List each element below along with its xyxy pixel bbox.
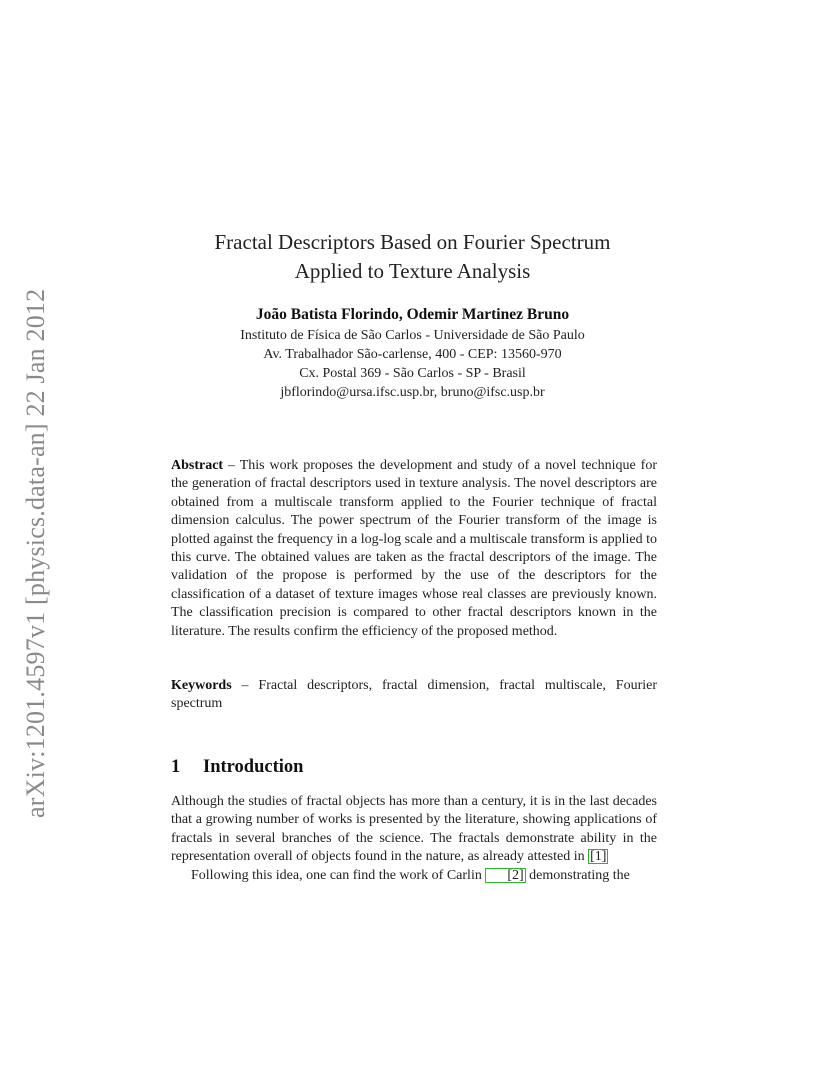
citation-link-1[interactable]: [1] bbox=[590, 849, 607, 865]
abstract-text: – This work proposes the development and study of a novel technique for the generation of fractal descriptors used in texture analysis. The novel descriptors are obtained from a multiscale transform applied to the Fourier technique of fractal dimension calculus. The power spectrum of the Fourier transform of the image is plotted against the frequency in a log-log scale and a multiscale transform is applied to this curve. The obtained values are taken as the fractal descriptors of the image. The validation of the propose is performed by the use of the descriptors for the classification of a dataset of texture images whose real classes are previously known. The classification precision is compared to other fractal descriptors known in the literature. The results confirm the efficiency of the proposed method. bbox=[171, 458, 657, 639]
affiliation-postal: Cx. Postal 369 - São Carlos - SP - Brasil bbox=[299, 366, 526, 381]
abstract-label: Abstract bbox=[171, 458, 224, 473]
introduction-body bbox=[171, 793, 657, 885]
intro-p2-text: Following this idea, one can find the work of Carlin bbox=[191, 867, 486, 883]
arxiv-identifier-stamp: arXiv:1201.4597v1 [physics.data-an] 22 Jan 2012 bbox=[21, 288, 50, 818]
affiliation-address: Av. Trabalhador São-carlense, 400 - CEP: 13560-970 bbox=[263, 347, 562, 362]
keywords-text: – Fractal descriptors, fractal dimension, fractal multiscale, Fourier spectrum bbox=[171, 678, 657, 712]
intro-p1-text: Although the studies of fractal objects has more than a century, it is in the last decades that a growing number of works is presented by the literature, showing applications of fractals in several branches of the science. The fractals demonstrate ability in the representation overall of objects found in the nature, as already attested in bbox=[171, 794, 657, 865]
citation-link-2[interactable]: [2] bbox=[485, 868, 525, 883]
affiliation-emails: jbflorindo@ursa.ifsc.usp.br, bruno@ifsc.usp.br bbox=[280, 385, 545, 400]
paper-title bbox=[140, 228, 685, 286]
title-line-2: Applied to Texture Analysis bbox=[294, 259, 531, 283]
title-line-1: Fractal Descriptors Based on Fourier Spectrum bbox=[214, 230, 611, 254]
affiliation-institute: Instituto de Física de São Carlos - Universidade de São Paulo bbox=[240, 328, 585, 343]
intro-paragraph-1 bbox=[171, 793, 657, 867]
keywords-paragraph bbox=[171, 677, 657, 714]
intro-paragraph-2 bbox=[171, 867, 657, 885]
section-title: Introduction bbox=[203, 757, 304, 777]
section-number: 1 bbox=[171, 757, 181, 777]
author-list: João Batista Florindo, Odemir Martinez Bruno bbox=[255, 306, 570, 323]
intro-p2-tail: demonstrating the bbox=[525, 867, 630, 883]
keywords-label: Keywords bbox=[171, 678, 232, 693]
section-heading-introduction bbox=[171, 757, 303, 778]
abstract-paragraph bbox=[171, 457, 657, 641]
affiliation-block bbox=[140, 326, 685, 402]
